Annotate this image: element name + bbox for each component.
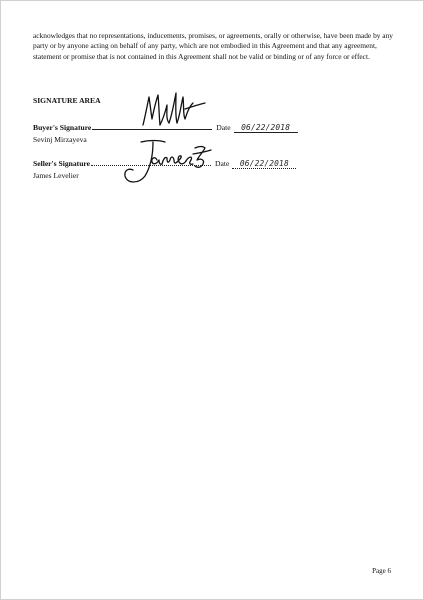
seller-printed-name: James Levelier [33, 171, 79, 180]
seller-date-field[interactable]: 06/22/2018 [232, 159, 296, 169]
seller-signature-label: Seller's Signature [33, 159, 91, 168]
seller-signature-line [33, 158, 296, 169]
buyer-signature-label: Buyer's Signature [33, 123, 92, 132]
seller-signature-block [33, 158, 296, 180]
buyer-date-label: Date [216, 123, 231, 132]
buyer-printed-name: Sevinj Mirzayeva [33, 135, 87, 144]
buyer-signature-field[interactable] [92, 122, 212, 130]
buyer-signature-line [33, 122, 298, 133]
buyer-signature-block [33, 122, 298, 144]
seller-signature-field[interactable] [91, 158, 211, 166]
buyer-date-field[interactable]: 06/22/2018 [234, 123, 298, 133]
section-heading: SIGNATURE AREA [33, 96, 101, 105]
agreement-paragraph: acknowledges that no representations, inducements, promises, or agreements, orally or otherwise, have been made by any party or by anyone acting on behalf of any party, which are not embodied in this Agreement and that any agreement, statement or promise that is not contained in this Agreement shall not be valid or binding or of any force or effect. [33, 31, 393, 61]
seller-date-label: Date [215, 159, 230, 168]
page-number: Page 6 [372, 567, 391, 575]
